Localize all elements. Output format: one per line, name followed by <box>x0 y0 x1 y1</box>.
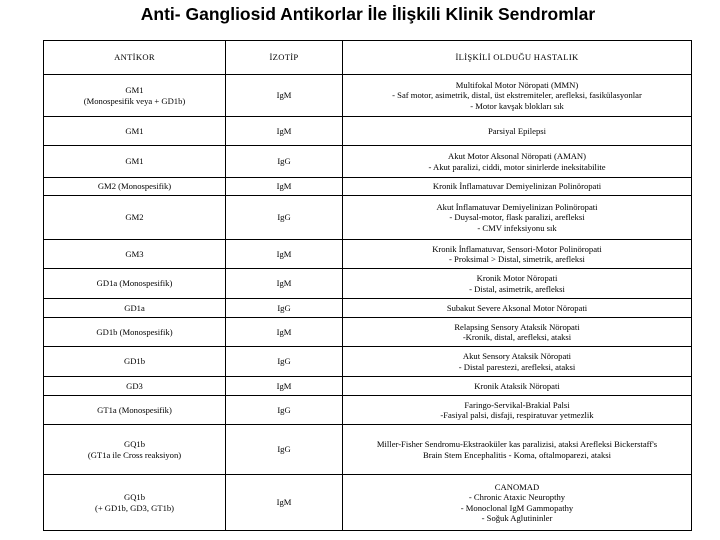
table-row <box>44 299 692 318</box>
antikor-cell: GD3 <box>44 377 226 396</box>
antikor-cell: GM2 <box>44 196 226 240</box>
antikor-cell: GD1a <box>44 299 226 318</box>
syndromes-table <box>43 40 692 531</box>
hastalik-cell: Multifokal Motor Nöropati (MMN) - Saf motor, asimetrik, distal, üst ekstremiteler, arefleksi, fasikülasyonlar - Motor kavşak blokları sık <box>343 75 692 117</box>
izotip-cell: IgG <box>226 299 343 318</box>
antikor-cell: GD1b (Monospesifik) <box>44 318 226 347</box>
table-row <box>44 425 692 475</box>
antikor-cell: GT1a (Monospesifik) <box>44 396 226 425</box>
izotip-cell: IgG <box>226 347 343 377</box>
header-antikor: ANTİKOR <box>44 41 226 75</box>
hastalik-cell: Akut Motor Aksonal Nöropati (AMAN) - Akut paralizi, ciddi, motor sinirlerde ineksitabilite <box>343 146 692 178</box>
hastalik-cell: Kronik Motor Nöropati - Distal, asimetrik, arefleksi <box>343 269 692 299</box>
header-izotip: İZOTİP <box>226 41 343 75</box>
hastalik-cell: Miller-Fisher Sendromu-Ekstraoküler kas paralizisi, ataksi Arefleksi Bickerstaff's Brain Stem Encephalitis - Koma, oftalmoparezi, ataksi <box>343 425 692 475</box>
table-row <box>44 117 692 146</box>
table-header-row <box>44 41 692 75</box>
hastalik-cell: Faringo-Servikal-Brakial Palsi -Fasiyal palsi, disfaji, respiratuvar yetmezlik <box>343 396 692 425</box>
table-row <box>44 75 692 117</box>
izotip-cell: IgM <box>226 240 343 269</box>
antikor-cell: GQ1b (GT1a ile Cross reaksiyon) <box>44 425 226 475</box>
izotip-cell: IgM <box>226 117 343 146</box>
izotip-cell: IgM <box>226 75 343 117</box>
izotip-cell: IgG <box>226 425 343 475</box>
page-title: Anti- Gangliosid Antikorlar İle İlişkili Klinik Sendromlar <box>140 4 596 24</box>
izotip-cell: IgM <box>226 318 343 347</box>
table-row <box>44 240 692 269</box>
hastalik-cell: Kronik İnflamatuvar Demiyelinizan Polinöropati <box>343 178 692 196</box>
table-row <box>44 475 692 531</box>
antikor-cell: GM1 <box>44 117 226 146</box>
izotip-cell: IgG <box>226 196 343 240</box>
izotip-cell: IgM <box>226 178 343 196</box>
antikor-cell: GM1 (Monospesifik veya + GD1b) <box>44 75 226 117</box>
hastalik-cell: Akut Sensory Ataksik Nöropati - Distal parestezi, arefleksi, ataksi <box>343 347 692 377</box>
izotip-cell: IgM <box>226 269 343 299</box>
antikor-cell: GM3 <box>44 240 226 269</box>
table-row <box>44 146 692 178</box>
izotip-cell: IgG <box>226 396 343 425</box>
izotip-cell: IgG <box>226 146 343 178</box>
table-row <box>44 396 692 425</box>
antikor-cell: GM2 (Monospesifik) <box>44 178 226 196</box>
izotip-cell: IgM <box>226 377 343 396</box>
hastalik-cell: Kronik İnflamatuvar, Sensori-Motor Polinöropati - Proksimal > Distal, simetrik, arefleksi <box>343 240 692 269</box>
hastalik-cell: Kronik Ataksik Nöropati <box>343 377 692 396</box>
hastalik-cell: Parsiyal Epilepsi <box>343 117 692 146</box>
table-row <box>44 318 692 347</box>
izotip-cell: IgM <box>226 475 343 531</box>
antikor-cell: GM1 <box>44 146 226 178</box>
table-row <box>44 377 692 396</box>
hastalik-cell: Akut İnflamatuvar Demiyelinizan Polinöropati - Duysal-motor, flask paralizi, arefleksi - CMV infeksiyonu sık <box>343 196 692 240</box>
antikor-cell: GQ1b (+ GD1b, GD3, GT1b) <box>44 475 226 531</box>
hastalik-cell: CANOMAD - Chronic Ataxic Neuropthy - Monoclonal IgM Gammopathy - Soğuk Aglutininler <box>343 475 692 531</box>
table-row <box>44 178 692 196</box>
table-row <box>44 347 692 377</box>
hastalik-cell: Subakut Severe Aksonal Motor Nöropati <box>343 299 692 318</box>
antikor-cell: GD1a (Monospesifik) <box>44 269 226 299</box>
antikor-cell: GD1b <box>44 347 226 377</box>
hastalik-cell: Relapsing Sensory Ataksik Nöropati -Kronik, distal, arefleksi, ataksi <box>343 318 692 347</box>
table-row <box>44 269 692 299</box>
header-hastalik: İLİŞKİLİ OLDUĞU HASTALIK <box>343 41 692 75</box>
table-row <box>44 196 692 240</box>
